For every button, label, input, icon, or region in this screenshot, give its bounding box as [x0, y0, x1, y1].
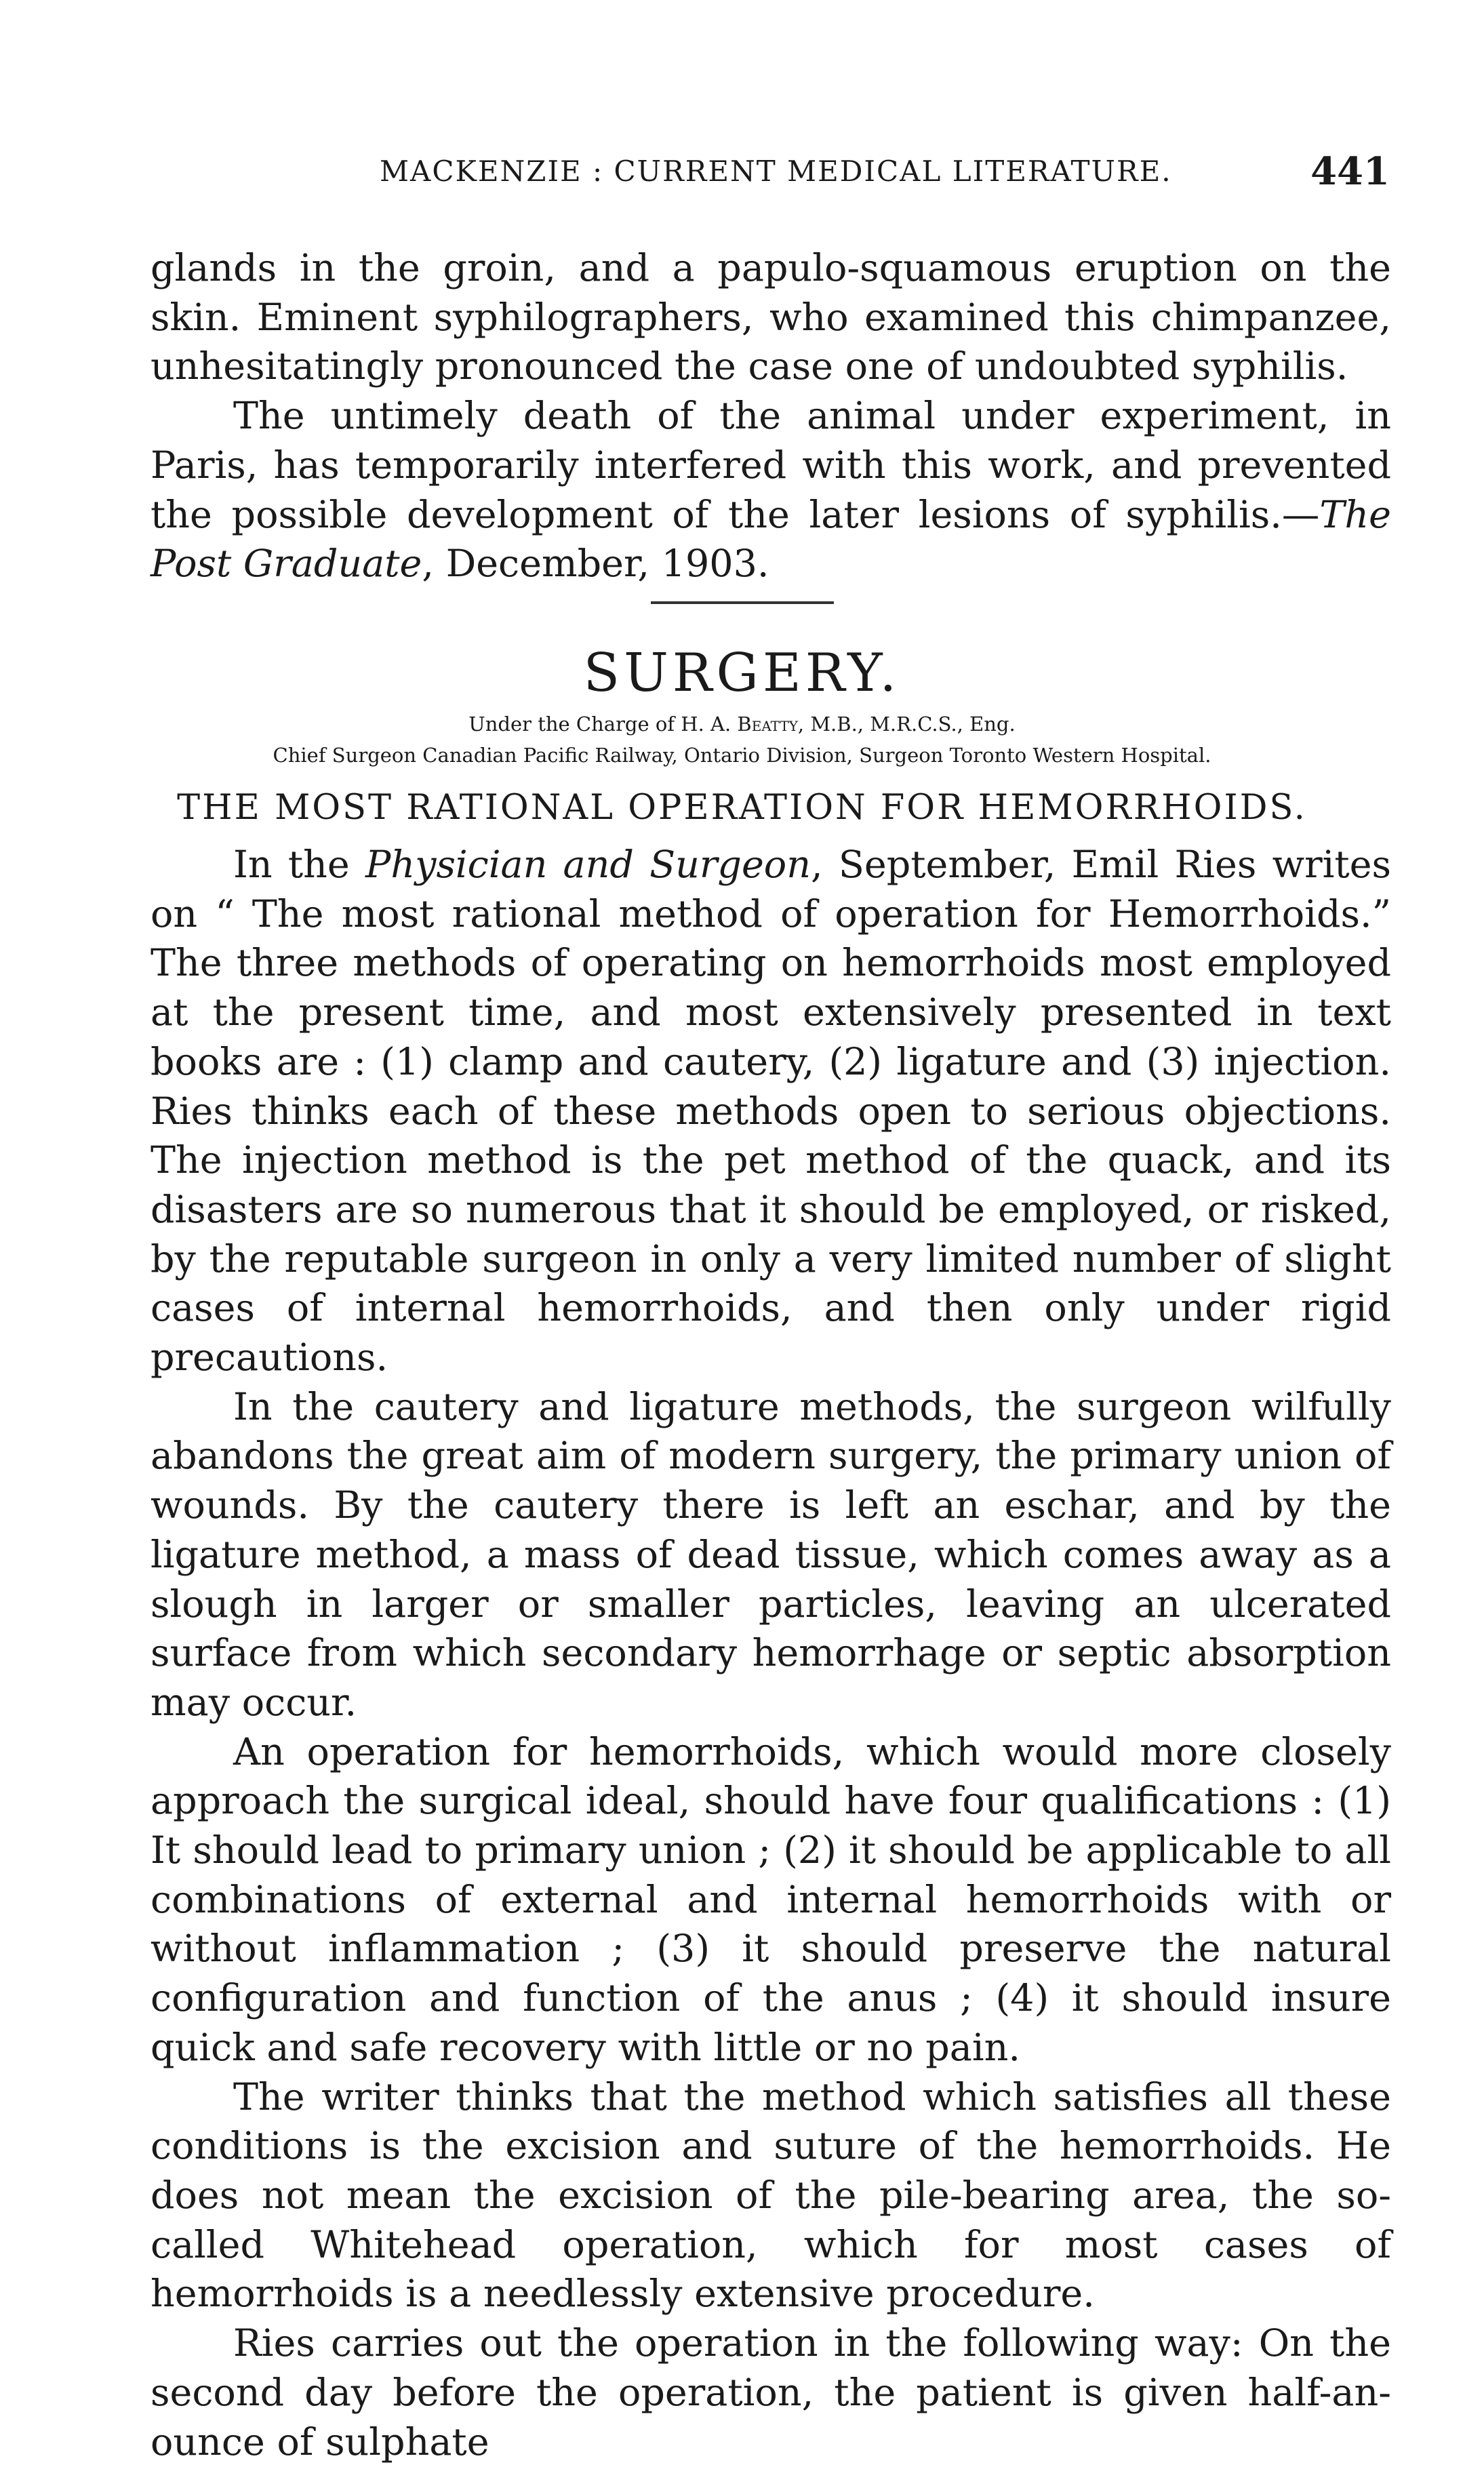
article-paragraph-2: In the cautery and ligature methods, the surgeon wilfully abandons the great aim of modern surgery, the primary union of wounds. By the cautery there is left an eschar, and by the ligature method, a mass of dead tissue, which comes away as a slough in larger or smaller particles, leaving an ulcerated surface from which secondary hemorrhage or septic absorption may occur.	[151, 1384, 1391, 1725]
source-citation: The Post Graduate	[151, 492, 1391, 586]
carry-over-text	[151, 244, 1391, 589]
carry-over-paragraph-1: glands in the groin, and a papulo-squamous eruption on the skin. Eminent syphilographers, who examined this chimpanzee, unhesitatingly pronounced the case one of undoubted syphilis.	[151, 246, 1391, 389]
citation-date: , December, 1903.	[422, 542, 769, 586]
article-paragraph-4: The writer thinks that the method which satisfies all these conditions is the excision and suture of the hemorrhoids. He does not mean the excision of the pile-bearing area, the so-called Whitehead operation, which for most cases of hemorrhoids is a needlessly extensive procedure.	[151, 2074, 1391, 2316]
running-title: MACKENZIE : CURRENT MEDICAL LITERATURE.	[380, 155, 1172, 188]
article-paragraph-1	[151, 841, 1391, 1383]
article-paragraph-5: Ries carries out the operation in the following way: On the second day before the operation, the patient is given half-an-ounce of sulphate	[151, 2321, 1391, 2464]
page-number: 441	[1310, 149, 1390, 194]
section-editor-affiliation: Chief Surgeon Canadian Pacific Railway, Ontario Division, Surgeon Toronto Western Hospital.	[273, 744, 1211, 767]
editor-prefix: Under the Charge of H. A.	[468, 713, 738, 736]
article-title: THE MOST RATIONAL OPERATION FOR HEMORRHOIDS.	[177, 788, 1307, 828]
journal-title: Physician and Surgeon	[365, 843, 811, 887]
paragraph-text: , September, Emil Ries writes on “ The most rational method of operation for Hemorrhoids.” The three methods of operating on hemorrhoids most employed at the present time, and most extensively presented in text books are : (1) clamp and cautery, (2) ligature and (3) injection. Ries thinks each of these methods open to serious objections. The injection method is the pet method of the quack, and its disasters are so numerous that it should be employed, or risked, by the reputable surgeon in only a very limited number of slight cases of internal hemorrhoids, and then only under rigid precautions.	[151, 843, 1392, 1380]
article-body	[151, 841, 1391, 2467]
editor-suffix: , M.B., M.R.C.S., Eng.	[797, 713, 1016, 736]
running-head	[156, 149, 1390, 202]
article-paragraph-3: An operation for hemorrhoids, which would more closely approach the surgical ideal, should have four qualifications : (1) It should lead to primary union ; (2) it should be applicable to all combinations of external and internal hemorrhoids with or without inflammation ; (3) it should preserve the natural configuration and function of the anus ; (4) it should insure quick and safe recovery with little or no pain.	[151, 1729, 1391, 2070]
editor-name: Beatty	[737, 713, 798, 736]
paragraph-text: In the	[233, 843, 365, 887]
section-title: SURGERY.	[583, 643, 901, 704]
section-divider	[651, 601, 834, 604]
paragraph-text: The untimely death of the animal under experiment, in Paris, has temporarily interfered with this work, and prevented the possible development of the later lesions of syphilis.—	[151, 394, 1391, 537]
carry-over-paragraph-2	[151, 392, 1391, 589]
section-editor-line	[0, 713, 1484, 736]
